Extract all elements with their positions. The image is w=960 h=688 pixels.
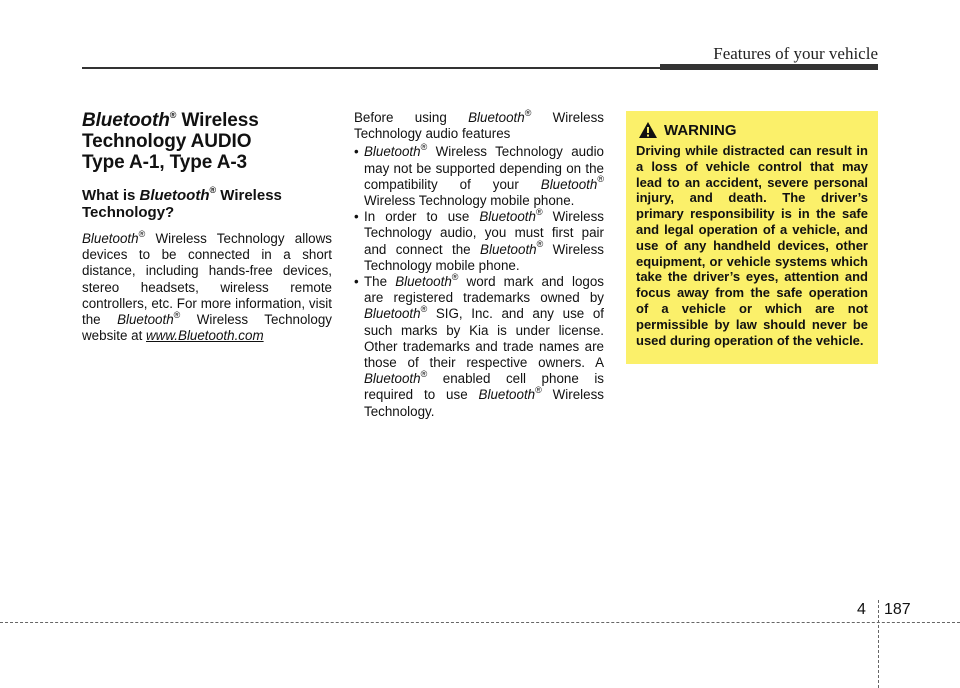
registered-mark: ® — [597, 174, 604, 185]
registered-mark: ® — [420, 141, 428, 152]
list-item — [354, 206, 604, 274]
brand-name: Bluetooth — [478, 387, 536, 403]
brand-name: Bluetooth — [395, 274, 452, 290]
page-number: 187 — [884, 601, 911, 618]
list-item — [354, 271, 604, 420]
warning-text: Driving while distracted can result in a loss of vehicle control that may lead to an accident, severe personal injury, and death. The driver’s primary responsibility is in the safe and legal operation of a vehicle, and use of any handheld devices, other equipment, or vehicle systems which take the driver’s eyes, attention and focus away from the safe operation of a vehicle or which are not permissible by law should never be used during operation of the vehicle. — [636, 143, 868, 348]
brand-name: Bluetooth — [480, 241, 537, 257]
warning-title: WARNING — [664, 121, 737, 139]
brand-name: Bluetooth — [479, 209, 536, 225]
features-intro-text: Wireless Technology audio features — [354, 110, 604, 142]
brand-name: Bluetooth — [82, 110, 170, 131]
brand-name: Bluetooth — [540, 176, 598, 192]
section-title-line2: Type A-1, Type A-3 — [82, 152, 248, 173]
list-item-text: word mark and logos are registered trademarks owned by — [364, 274, 604, 306]
registered-mark: ® — [524, 107, 532, 118]
paragraph-text: Wireless Technology allows devices to be connected in a short distance, including hands-free devices, stereo headsets, wireless remote controllers, etc. For more information, visit the — [82, 231, 332, 328]
subheading-prefix: What is — [82, 187, 140, 204]
footer-rule — [0, 622, 960, 623]
list-item-text: Wireless Technology audio may not be supported depending on the compatibility of your — [364, 144, 604, 192]
section-title — [82, 110, 332, 173]
registered-mark: ® — [138, 228, 146, 239]
registered-mark: ® — [535, 384, 542, 395]
list-item-text: Wireless Technology. — [364, 387, 604, 419]
column-middle — [354, 107, 604, 420]
subheading-text: Wireless Technology? — [82, 187, 282, 221]
chapter-number: 4 — [857, 601, 866, 618]
registered-mark: ® — [169, 109, 177, 120]
features-intro — [354, 107, 604, 142]
brand-name: Bluetooth — [364, 306, 421, 322]
subheading — [82, 187, 332, 221]
paragraph-text: Wireless Technology website at — [82, 312, 332, 344]
list-item-text: The — [364, 274, 396, 290]
list-item-text: Wireless Technology mobile phone. — [364, 241, 604, 273]
brand-name: Bluetooth — [82, 231, 139, 246]
features-intro-prefix: Before using — [354, 110, 469, 125]
list-item-text: SIG, Inc. and any use of such marks by Kia is under license. Other trademarks and trade names are those of their respective owners. A — [364, 306, 604, 371]
registered-mark: ® — [451, 271, 459, 282]
registered-mark: ® — [536, 239, 544, 250]
warning-box — [626, 111, 878, 364]
registered-mark: ® — [209, 185, 217, 195]
section-title-text: Wireless Technology AUDIO — [82, 110, 259, 152]
intro-paragraph — [82, 228, 332, 344]
brand-name: Bluetooth — [117, 312, 174, 328]
column-left — [82, 110, 332, 344]
header-title: Features of your vehicle — [713, 44, 878, 63]
registered-mark: ® — [173, 309, 181, 320]
header-rule-accent — [660, 64, 878, 70]
list-item — [354, 141, 604, 209]
brand-name: Bluetooth — [139, 187, 210, 204]
features-list — [354, 141, 604, 419]
bluetooth-website-link[interactable]: www.Bluetooth.com — [146, 328, 264, 344]
footer-divider — [878, 600, 879, 688]
brand-name: Bluetooth — [364, 144, 421, 160]
registered-mark: ® — [535, 206, 543, 217]
warning-triangle-icon — [638, 121, 658, 139]
list-item-text: Wireless Technology mobile phone. — [364, 193, 575, 209]
list-item-text: enabled cell phone is required to use — [364, 371, 604, 403]
registered-mark: ® — [420, 368, 428, 379]
list-item-text: In order to use — [364, 209, 480, 225]
list-item-text: Wireless Technology audio, you must first pair and connect the — [364, 209, 604, 257]
registered-mark: ® — [420, 303, 428, 314]
warning-header — [638, 121, 868, 139]
brand-name: Bluetooth — [468, 110, 525, 125]
brand-name: Bluetooth — [364, 371, 421, 387]
